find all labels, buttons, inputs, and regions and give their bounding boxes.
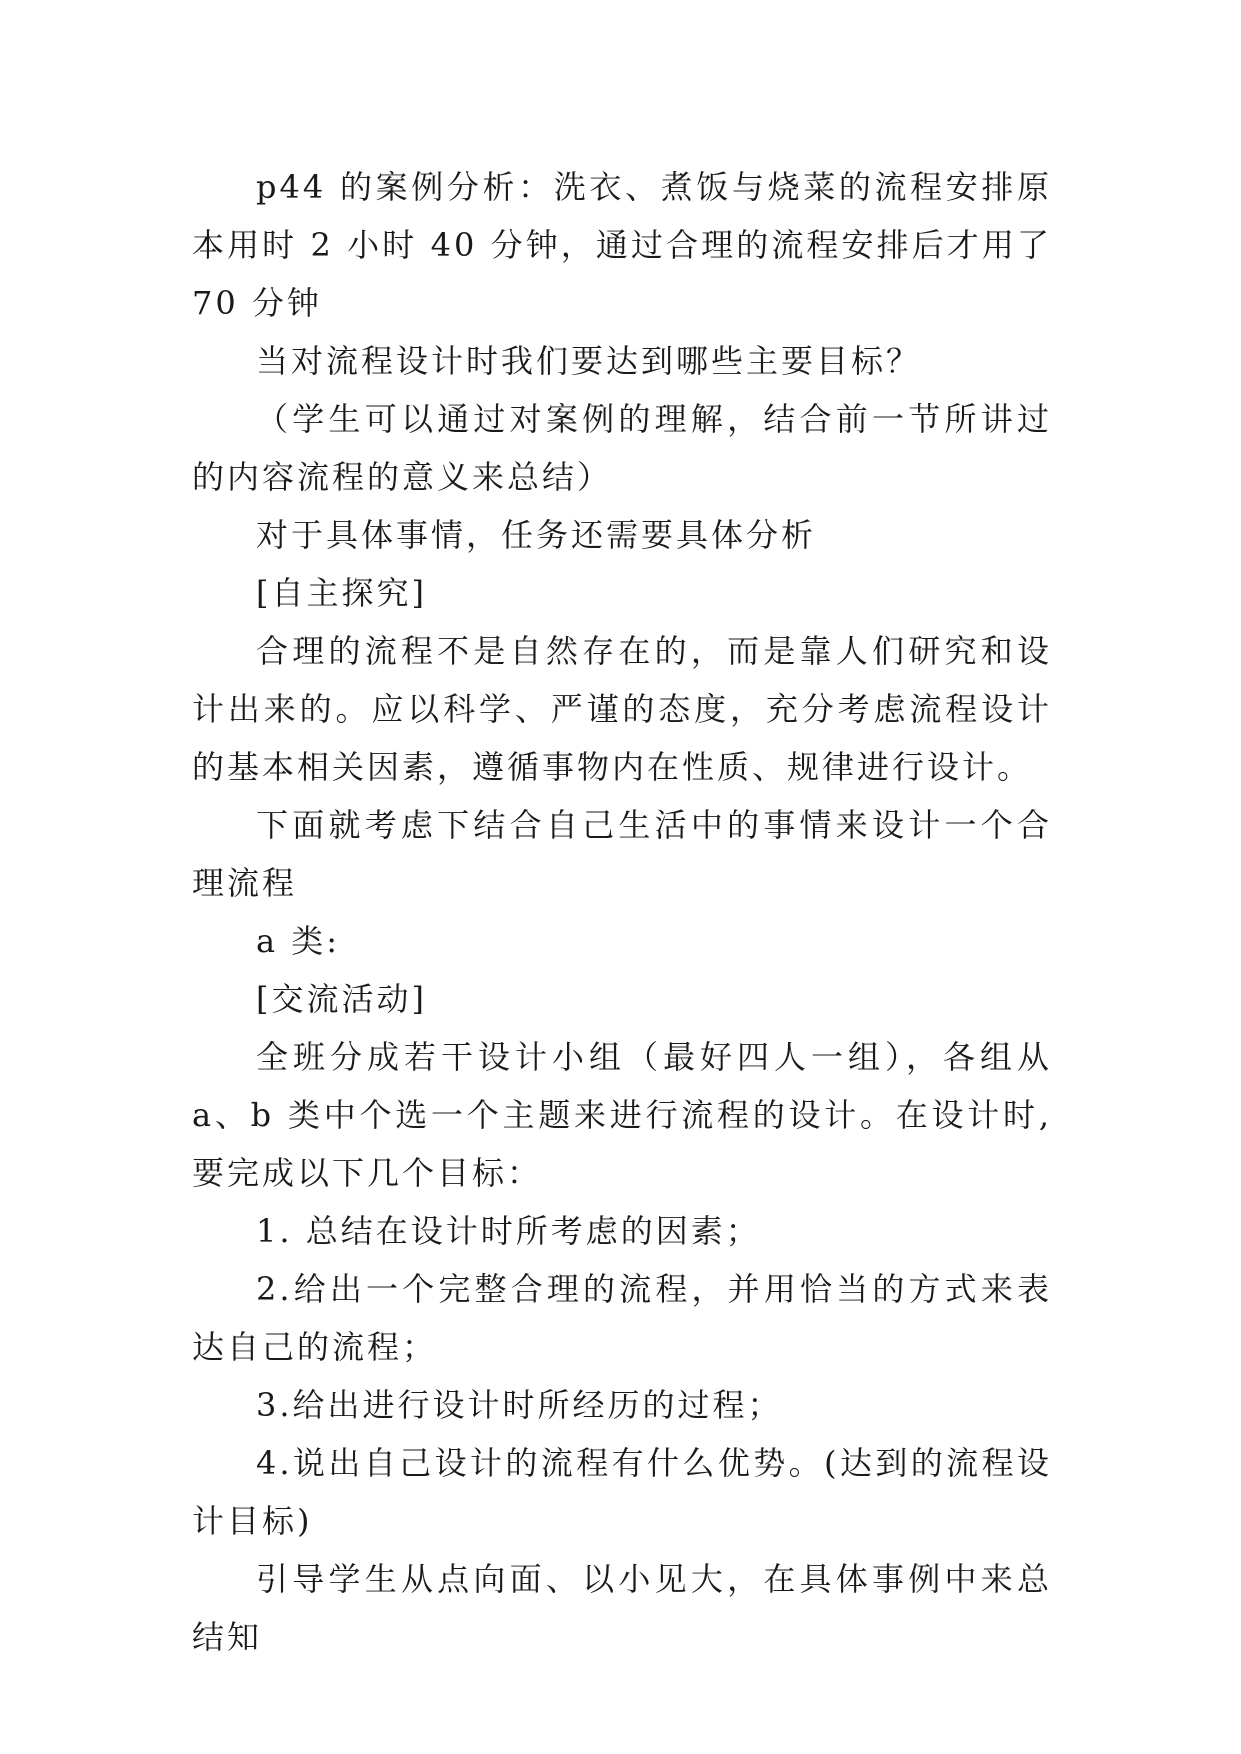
- section-heading-self-inquiry: [自主探究]: [256, 574, 427, 612]
- paragraph-group-instructions: 全班分成若干设计小组（最好四人一组），各组从 a、b 类中个选一个主题来进行流程的设计。在设计时,要完成以下几个目标：: [192, 1038, 1052, 1192]
- list-item-goal-4: 4.说出自己设计的流程有什么优势。(达到的流程设计目标): [192, 1444, 1052, 1540]
- paragraph-reasonable-flow: 合理的流程不是自然存在的，而是靠人们研究和设计出来的。应以科学、严谨的态度，充分考虑流程设计的基本相关因素，遵循事物内在性质、规律进行设计。: [192, 632, 1052, 786]
- paragraph-design-task: 下面就考虑下结合自己生活中的事情来设计一个合理流程: [192, 806, 1052, 902]
- paragraph-student-note: （学生可以通过对案例的理解，结合前一节所讲过的内容流程的意义来总结）: [192, 400, 1052, 496]
- paragraph-specific-analysis: 对于具体事情，任务还需要具体分析: [256, 516, 817, 554]
- paragraph-category-a: a 类:: [256, 922, 341, 960]
- paragraph-case-analysis: p44 的案例分析：洗衣、煮饭与烧菜的流程安排原本用时 2 小时 40 分钟，通过合理的流程安排后才用了 70 分钟: [192, 168, 1052, 322]
- list-item-goal-1: 1. 总结在设计时所考虑的因素；: [256, 1212, 761, 1250]
- document-body: [192, 158, 1052, 1666]
- list-item-goal-2: 2.给出一个完整合理的流程，并用恰当的方式来表达自己的流程；: [192, 1270, 1052, 1366]
- paragraph-question: 当对流程设计时我们要达到哪些主要目标？: [256, 342, 922, 380]
- section-heading-exchange-activity: [交流活动]: [256, 980, 427, 1018]
- paragraph-guidance: 引导学生从点向面、以小见大，在具体事例中来总结知: [192, 1560, 1052, 1656]
- list-item-goal-3: 3.给出进行设计时所经历的过程；: [256, 1386, 783, 1424]
